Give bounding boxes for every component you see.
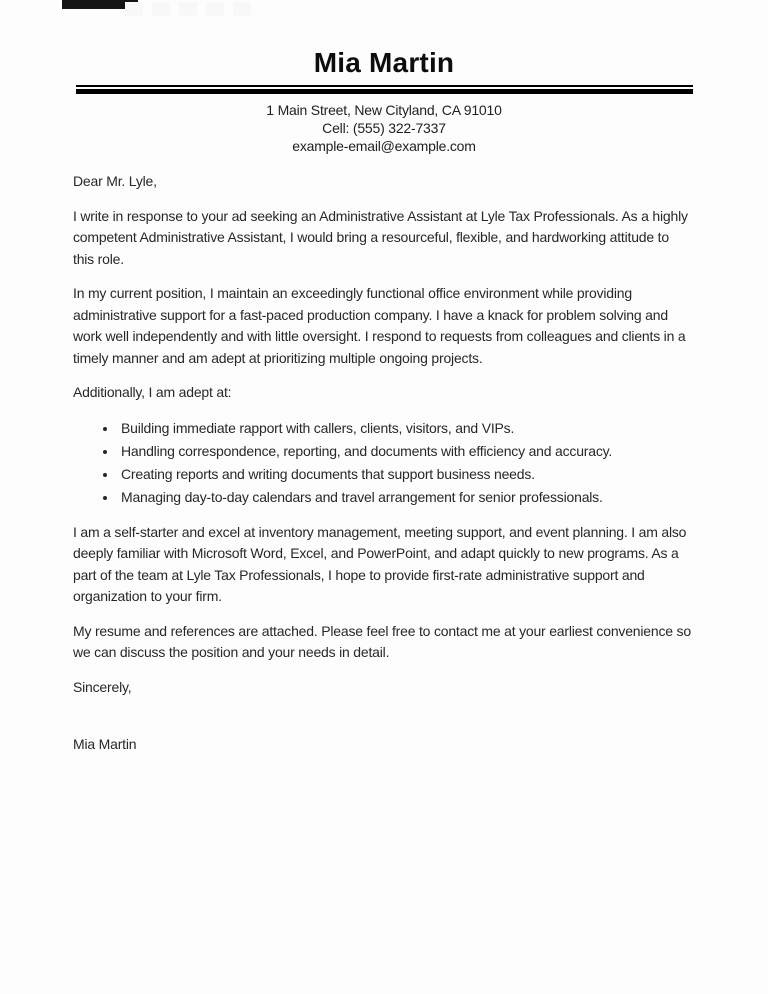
greeting: Dear Mr. Lyle, — [73, 173, 157, 189]
skills-list-intro: Additionally, I am adept at: — [73, 384, 232, 400]
contact-block — [0, 101, 768, 155]
contact-phone: Cell: (555) 322-7337 — [322, 120, 446, 136]
skills-list-item: • Managing day-to-day calendars and travel arrangement for senior professionals. — [118, 486, 693, 509]
skills-list-item: • Handling correspondence, reporting, and documents with efficiency and accuracy. — [118, 440, 693, 463]
paragraph-resume-attached: My resume and references are attached. Please feel free to contact me at your earliest convenience so we can discuss the position and your needs in detail. — [73, 622, 691, 660]
divider-thick-line — [76, 89, 693, 94]
skills-list-item: • Creating reports and writing documents that support business needs. — [118, 463, 693, 486]
page-title: Mia Martin — [313, 47, 455, 78]
skills-list-item: • Building immediate rapport with callers, clients, visitors, and VIPs. — [118, 417, 693, 440]
paragraph-intro: I write in response to your ad seeking an Administrative Assistant at Lyle Tax Professionals. As a highly competent Administrative Assistant, I would bring a resourceful, flexible, and hardworking attitude to this role. — [73, 207, 688, 267]
signature: Mia Martin — [73, 736, 137, 752]
skills-list — [73, 417, 693, 509]
letter-body — [73, 171, 693, 756]
paragraph-self-starter: I am a self-starter and excel at inventory management, meeting support, and event planning. I am also deeply familiar with Microsoft Word, Excel, and PowerPoint, and adapt quickly to new programs. As a part of the team at Lyle Tax Professionals, I hope to provide first-rate administrative support and organization to your firm. — [73, 523, 687, 604]
header-divider — [76, 85, 693, 94]
closing: Sincerely, — [73, 678, 132, 695]
contact-email: example-email@example.com — [292, 138, 476, 154]
paragraph-current-position: In my current position, I maintain an exceedingly functional office environment while providing administrative support for a fast-paced production company. I have a knack for problem solving and work well independently and with little oversight. I respond to requests from colleagues and clients in a timely manner and am adept at prioritizing multiple ongoing projects. — [73, 285, 686, 366]
top-edge-ghost-marks — [125, 2, 251, 16]
contact-address: 1 Main Street, New Cityland, CA 91010 — [266, 102, 502, 118]
